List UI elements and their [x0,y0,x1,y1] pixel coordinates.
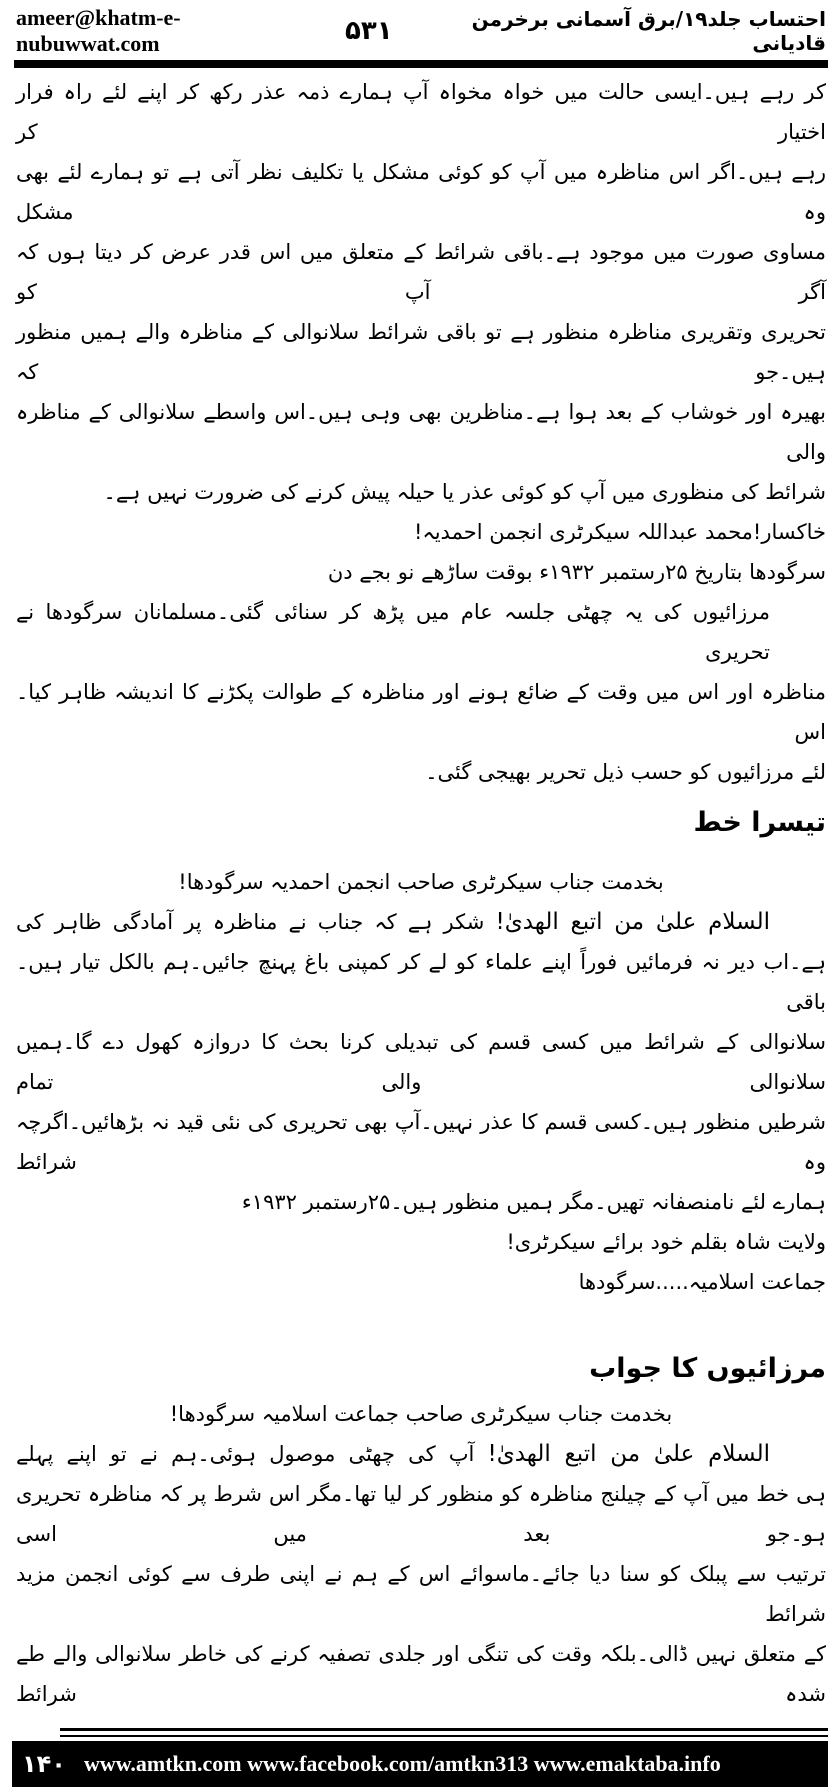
section-heading: مرزائیوں کا جواب [589,1353,826,1384]
footer-rule [60,1735,828,1737]
header-left [16,5,393,57]
salutation-line [16,1434,826,1474]
salutation-arabic: السلام علیٰ من اتبع الھدیٰ! [495,909,771,935]
text-line: ہی خط میں آپ کے چیلنج مناظرہ کو منظور کر لیا تھا۔مگر اس شرط پر کہ مناظرہ تحریری ہو۔جو بعد میں اسی [16,1482,826,1546]
date-line: سرگودھا بتاریخ ۲۵رستمبر ۱۹۳۲ء بوقت ساڑھے نو بجے دن [327,560,826,584]
salutation-text: آپ کی چھٹی موصول ہوئی۔ہم نے تو اپنے پہلے [16,1442,475,1466]
text-line: مساوی صورت میں موجود ہے۔باقی شرائط کے متعلق میں اس قدر عرض کر دیتا ہوں کہ آگر آپ کو [16,240,826,304]
text-line: بھیرہ اور خوشاب کے بعد ہوا ہے۔مناظرین بھی وہی ہیں۔اس واسطے سلانوالی کے مناظرہ والی [16,400,826,464]
signature-line: ولایت شاہ بقلم خود برائے سیکرٹری! [506,1230,826,1254]
spacer [16,1302,826,1338]
text-line: کے متعلق نہیں ڈالی۔بلکہ وقت کی تنگی اور جلدی تصفیہ کرنے کی خاطر سلانوالی والے طے شدہ شرائط [16,1642,826,1706]
text-line: رہے ہیں۔اگر اس مناظرہ میں آپ کو کوئی مشکل یا تکلیف نظر آتی ہے تو ہمارے لئے بھی وہ مشکل [16,160,826,224]
page-footer [12,1728,828,1787]
spacer [16,848,826,862]
text-line: سلانوالی کے شرائط میں کسی قسم کی تبدیلی کرنا بحث کا دروازہ کھول دے گا۔ہمیں سلانوالی والی تمام [16,1030,826,1094]
text-line: کر رہے ہیں۔ایسی حالت میں خواہ مخواہ آپ ہمارے ذمہ عذر رکھ کر اپنے لئے راہ فرار اختیار کر [16,80,826,144]
salutation-line [16,902,826,942]
text-line: مناظرہ اور اس میں وقت کے ضائع ہونے اور مناظرہ کے طوالت پکڑنے کا اندیشہ ظاہر کیا۔اس [16,680,826,744]
signature-line: خاکسار!محمد عبداللہ سیکرٹری انجمن احمدیہ! [413,520,826,544]
text-line: لئے مرزائیوں کو حسب ذیل تحریر بھیجی گئی۔ [425,760,826,784]
footer-rule [60,1728,828,1731]
page-body [0,68,840,1714]
text-line: شرطیں منظور ہیں۔کسی قسم کا عذر نہیں۔آپ بھی تحریری کی نئی قید نہ بڑھائیں۔اگرچہ وہ شرائط [16,1110,826,1174]
salutation-text: شکر ہے کہ جناب نے مناظرہ پر آمادگی ظاہر کی [16,910,485,934]
text-line: شرائط کی منظوری میں آپ کو کوئی عذر یا حیلہ پیش کرنے کی ضرورت نہیں ہے۔ [103,480,826,504]
page-header [0,0,840,68]
salutation-arabic: السلام علیٰ من اتبع الھدیٰ! [487,1441,771,1467]
footer-bar [12,1741,828,1787]
address-line: بخدمت جناب سیکرٹری صاحب جماعت اسلامیہ سرگودھا! [169,1402,673,1426]
header-row [0,0,840,56]
footer-page-number: ۱۴۰ [22,1750,66,1778]
section-heading: تیسرا خط [693,807,826,838]
header-page-number: ۵۳۱ [344,16,393,46]
header-rule [14,60,828,68]
address-line: بخدمت جناب سیکرٹری صاحب انجمن احمدیہ سرگودھا! [178,870,664,894]
text-line: تحریری وتقریری مناظرہ منظور ہے تو باقی شرائط سلانوالی کے مناظرہ والے ہمیں منظور ہیں۔جو کہ [16,320,826,384]
text-line: ترتیب سے پبلک کو سنا دیا جائے۔ماسوائے اس کے ہم نے اپنی طرف سے کوئی انجمن مزید شرائط [16,1562,826,1626]
footer-urls: www.amtkn.com www.facebook.com/amtkn313 www.emaktaba.info [83,1751,721,1776]
text-line: مرزائیوں کی یہ چھٹی جلسہ عام میں پڑھ کر سنائی گئی۔مسلمانان سرگودھا نے تحریری [16,600,770,664]
header-email: ameer@khatm-e-nubuwwat.com [16,5,181,56]
text-line: ہمارے لئے نامنصفانہ تھیں۔مگر ہمیں منظور ہیں۔۲۵رستمبر ۱۹۳۲ء [241,1190,826,1214]
signature-org: جماعت اسلامیہ.....سرگودھا [578,1270,826,1294]
text-line: ہے۔اب دیر نہ فرمائیں فوراً اپنے علماء کو لے کر کمپنی باغ پہنچ جائیں۔ہم بالکل تیار ہیں۔باقی [16,950,826,1014]
header-book-title: احتساب جلد۱۹/برق آسمانی برخرمن قادیانی [471,7,826,55]
